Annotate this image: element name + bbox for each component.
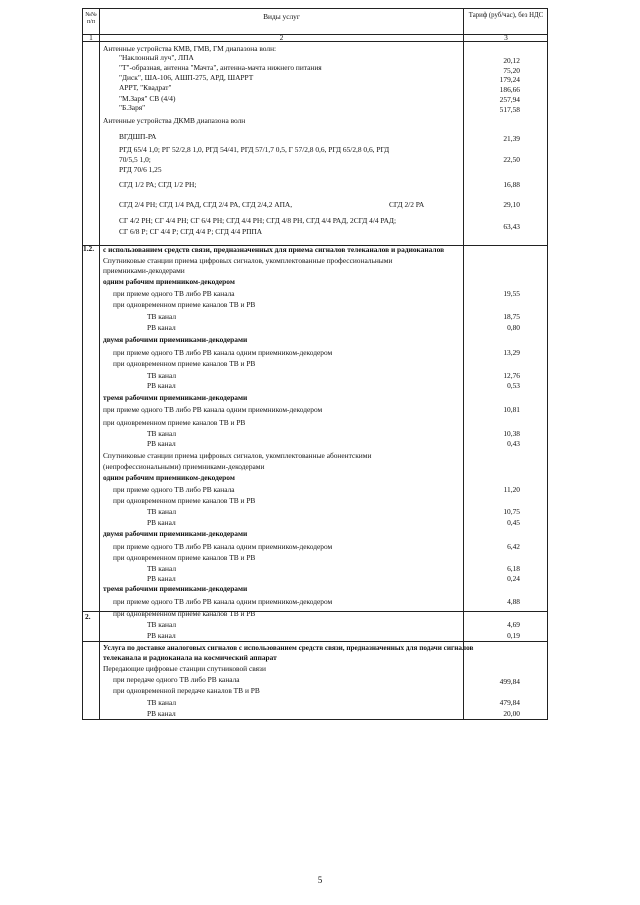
row-tariff: 18,75 [503, 312, 520, 321]
row-text: СГ 4/2 РН; СГ 4/4 РН; СГ 6/4 РН; СГД 4/4 РН; СГД 4/8 РН, СГД 4/4 РАД, 2СГД 4/4 РАД; [119, 216, 397, 225]
row-tariff: 6,18 [507, 564, 520, 573]
row-text: Антенные устройства ДКМВ диапазона волн [103, 116, 246, 125]
row-text: "Диск", ША-106, АШП-275, АРД, ШАРРТ [119, 73, 254, 82]
row-text: "Б.Заря" [119, 103, 146, 112]
header-service: Виды услуг [263, 12, 300, 21]
row-text: РВ канал [147, 574, 176, 583]
row-text: при приеме одного ТВ либо РВ канала одним приемником-декодером [113, 597, 333, 606]
row-text: СГ 6/8 Р; СГ 4/4 Р; СГД 4/4 Р; СГД 4/4 РППА [119, 227, 263, 236]
row-tariff: 0,43 [507, 439, 520, 448]
row-text: ТВ канал [147, 312, 177, 321]
row-text: при одновременном приеме каналов ТВ и РВ [103, 418, 246, 427]
row-text: (непрофессиональными) приемниками-декодерами [103, 462, 265, 471]
row-tariff: 63,43 [503, 222, 520, 231]
row-text: ТВ канал [147, 429, 177, 438]
row-text: при приеме одного ТВ либо РВ канала одним приемником-декодером [113, 348, 333, 357]
row-text: приемниками-декодерами [103, 266, 185, 275]
row-text: РГД 65/4 1,0; РГ 52/2,8 1,0, РГД 54/41, РГД 57/1,7 0,5, Г 57/2,8 0,6, РГД 65/2,8 0,6, РГД [119, 145, 390, 154]
row-text: Передающие цифровые станции спутниковой связи [103, 664, 266, 673]
row-tariff: 75,20 [503, 66, 520, 75]
row-tariff: 20,00 [503, 709, 520, 718]
subheading: двумя рабочими приемниками-декодерами [103, 529, 248, 538]
row-text: при одновременной передаче каналов ТВ и РВ [113, 686, 260, 695]
subheading: тремя рабочими приемниками-декодерами [103, 393, 248, 402]
section-heading: с использованием средств связи, предназначенных для приема сигналов телеканалов и радиоканалов [103, 245, 445, 254]
row-text: при приеме одного ТВ либо РВ канала [113, 289, 235, 298]
row-tariff: 16,88 [503, 180, 520, 189]
row-text: СГД 1/2 РА; СГД 1/2 РН; [119, 180, 197, 189]
row-tariff: 0,45 [507, 518, 520, 527]
row-text: ТВ канал [147, 698, 177, 707]
row-text: 70/5,5 1,0; [119, 155, 151, 164]
row-text: Спутниковые станции приема цифровых сигналов, укомплектованные профессиональными [103, 256, 393, 265]
row-text: РВ канал [147, 381, 176, 390]
row-tariff: 13,29 [503, 348, 520, 357]
row-text: ТВ канал [147, 371, 177, 380]
row-text: при передаче одного ТВ либо РВ канала [113, 675, 240, 684]
section-heading: Услуга по доставке аналоговых сигналов с использованием средств связи, предназначенных для подачи сигналов [103, 644, 474, 652]
row-text: при одновременном приеме каналов ТВ и РВ [113, 609, 256, 618]
tariff-table-section-2 [82, 642, 548, 720]
row-tariff: 4,69 [507, 620, 520, 629]
page-number: 5 [317, 875, 323, 885]
row-tariff: 179,24 [499, 75, 520, 84]
row-tariff: 11,20 [503, 485, 520, 494]
row-tariff: 0,24 [507, 574, 520, 583]
row-text: ТВ канал [147, 507, 177, 516]
row-tariff: 21,39 [503, 134, 520, 143]
row-text: "М.Заря" СВ (4/4) [119, 94, 176, 103]
row-tariff: 10,38 [503, 429, 520, 438]
row-text: ТВ канал [147, 564, 177, 573]
row-text: ВГДШП-РА [119, 132, 157, 141]
row-text: при приеме одного ТВ либо РВ канала [113, 485, 235, 494]
row-tariff: 186,66 [499, 85, 520, 94]
row-tariff: 4,88 [507, 597, 520, 606]
section-heading: телеканала и радиоканала на космический аппарат [103, 653, 277, 662]
row-text: при одновременном приеме каналов ТВ и РВ [113, 300, 256, 309]
row-tariff: 12,76 [503, 371, 520, 380]
col-divider-1 [99, 642, 100, 719]
row-tariff: 6,42 [507, 542, 520, 551]
colnum-1: 1 [89, 33, 93, 42]
subheading: одним рабочим приемником-декодером [103, 473, 235, 482]
row-tariff: 22,50 [503, 155, 520, 164]
row-tariff: 10,75 [503, 507, 520, 516]
row-tariff: 10,81 [503, 405, 520, 414]
row-text: АРРТ, "Квадрат" [119, 83, 172, 92]
row-tariff: 20,12 [503, 56, 520, 65]
row-tariff: 0,80 [507, 323, 520, 332]
subheading: двумя рабочими приемниками-декодерами [103, 335, 248, 344]
row-text: "Наклонный луч", ЛПА [119, 53, 194, 62]
row-text: СГД 2/4 РН; СГД 1/4 РАД, СГД 2/4 РА, СГД 2/4,2 АПА, [119, 200, 293, 209]
row-tariff: 517,58 [499, 105, 520, 114]
row-text: при приеме одного ТВ либо РВ канала одним приемником-декодером [103, 405, 323, 414]
header-tariff: Тариф (руб/час), без НДС [468, 12, 544, 19]
row-text: Антенные устройства КМВ, ГМВ, ГМ диапазона волн: [103, 44, 277, 53]
row-tariff: 479,84 [499, 698, 520, 707]
row-tariff: 0,53 [507, 381, 520, 390]
row-text: РВ канал [147, 631, 176, 640]
row-text: при приеме одного ТВ либо РВ канала одним приемником-декодером [113, 542, 333, 551]
subheading: одним рабочим приемником-декодером [103, 277, 235, 286]
section-number: 1.2. [83, 244, 95, 253]
section-number: 2. [85, 612, 91, 621]
row-text: ТВ канал [147, 620, 177, 629]
row-text: РВ канал [147, 439, 176, 448]
row-tariff: 257,94 [499, 95, 520, 104]
row-text: при одновременном приеме каналов ТВ и РВ [113, 359, 256, 368]
row-text: РВ канал [147, 518, 176, 527]
row-text: при одновременном приеме каналов ТВ и РВ [113, 496, 256, 505]
row-tariff: 29,10 [503, 200, 520, 209]
col-divider-1 [99, 9, 100, 641]
row-tariff: 0,19 [507, 631, 520, 640]
row-text: Спутниковые станции приема цифровых сигналов, укомплектованные абонентскими [103, 451, 372, 460]
row-text: РВ канал [147, 323, 176, 332]
row-text: СГД 2/2 РА [389, 200, 425, 209]
row-tariff: 499,84 [499, 677, 520, 686]
row-tariff: 19,55 [503, 289, 520, 298]
header-num: №№ п/п [85, 12, 97, 25]
row-text: "Т"-образная, антенна "Мачта", антенна-мачта нижнего питания [119, 63, 322, 72]
colnum-2: 2 [279, 33, 284, 42]
tariff-table [82, 8, 548, 642]
subheading: тремя рабочими приемниками-декодерами [103, 584, 248, 593]
row-text: при одновременном приеме каналов ТВ и РВ [113, 553, 256, 562]
row-text: РВ канал [147, 709, 176, 718]
colnum-3: 3 [504, 33, 508, 42]
row-text: РГД 70/6 1,25 [119, 165, 162, 174]
